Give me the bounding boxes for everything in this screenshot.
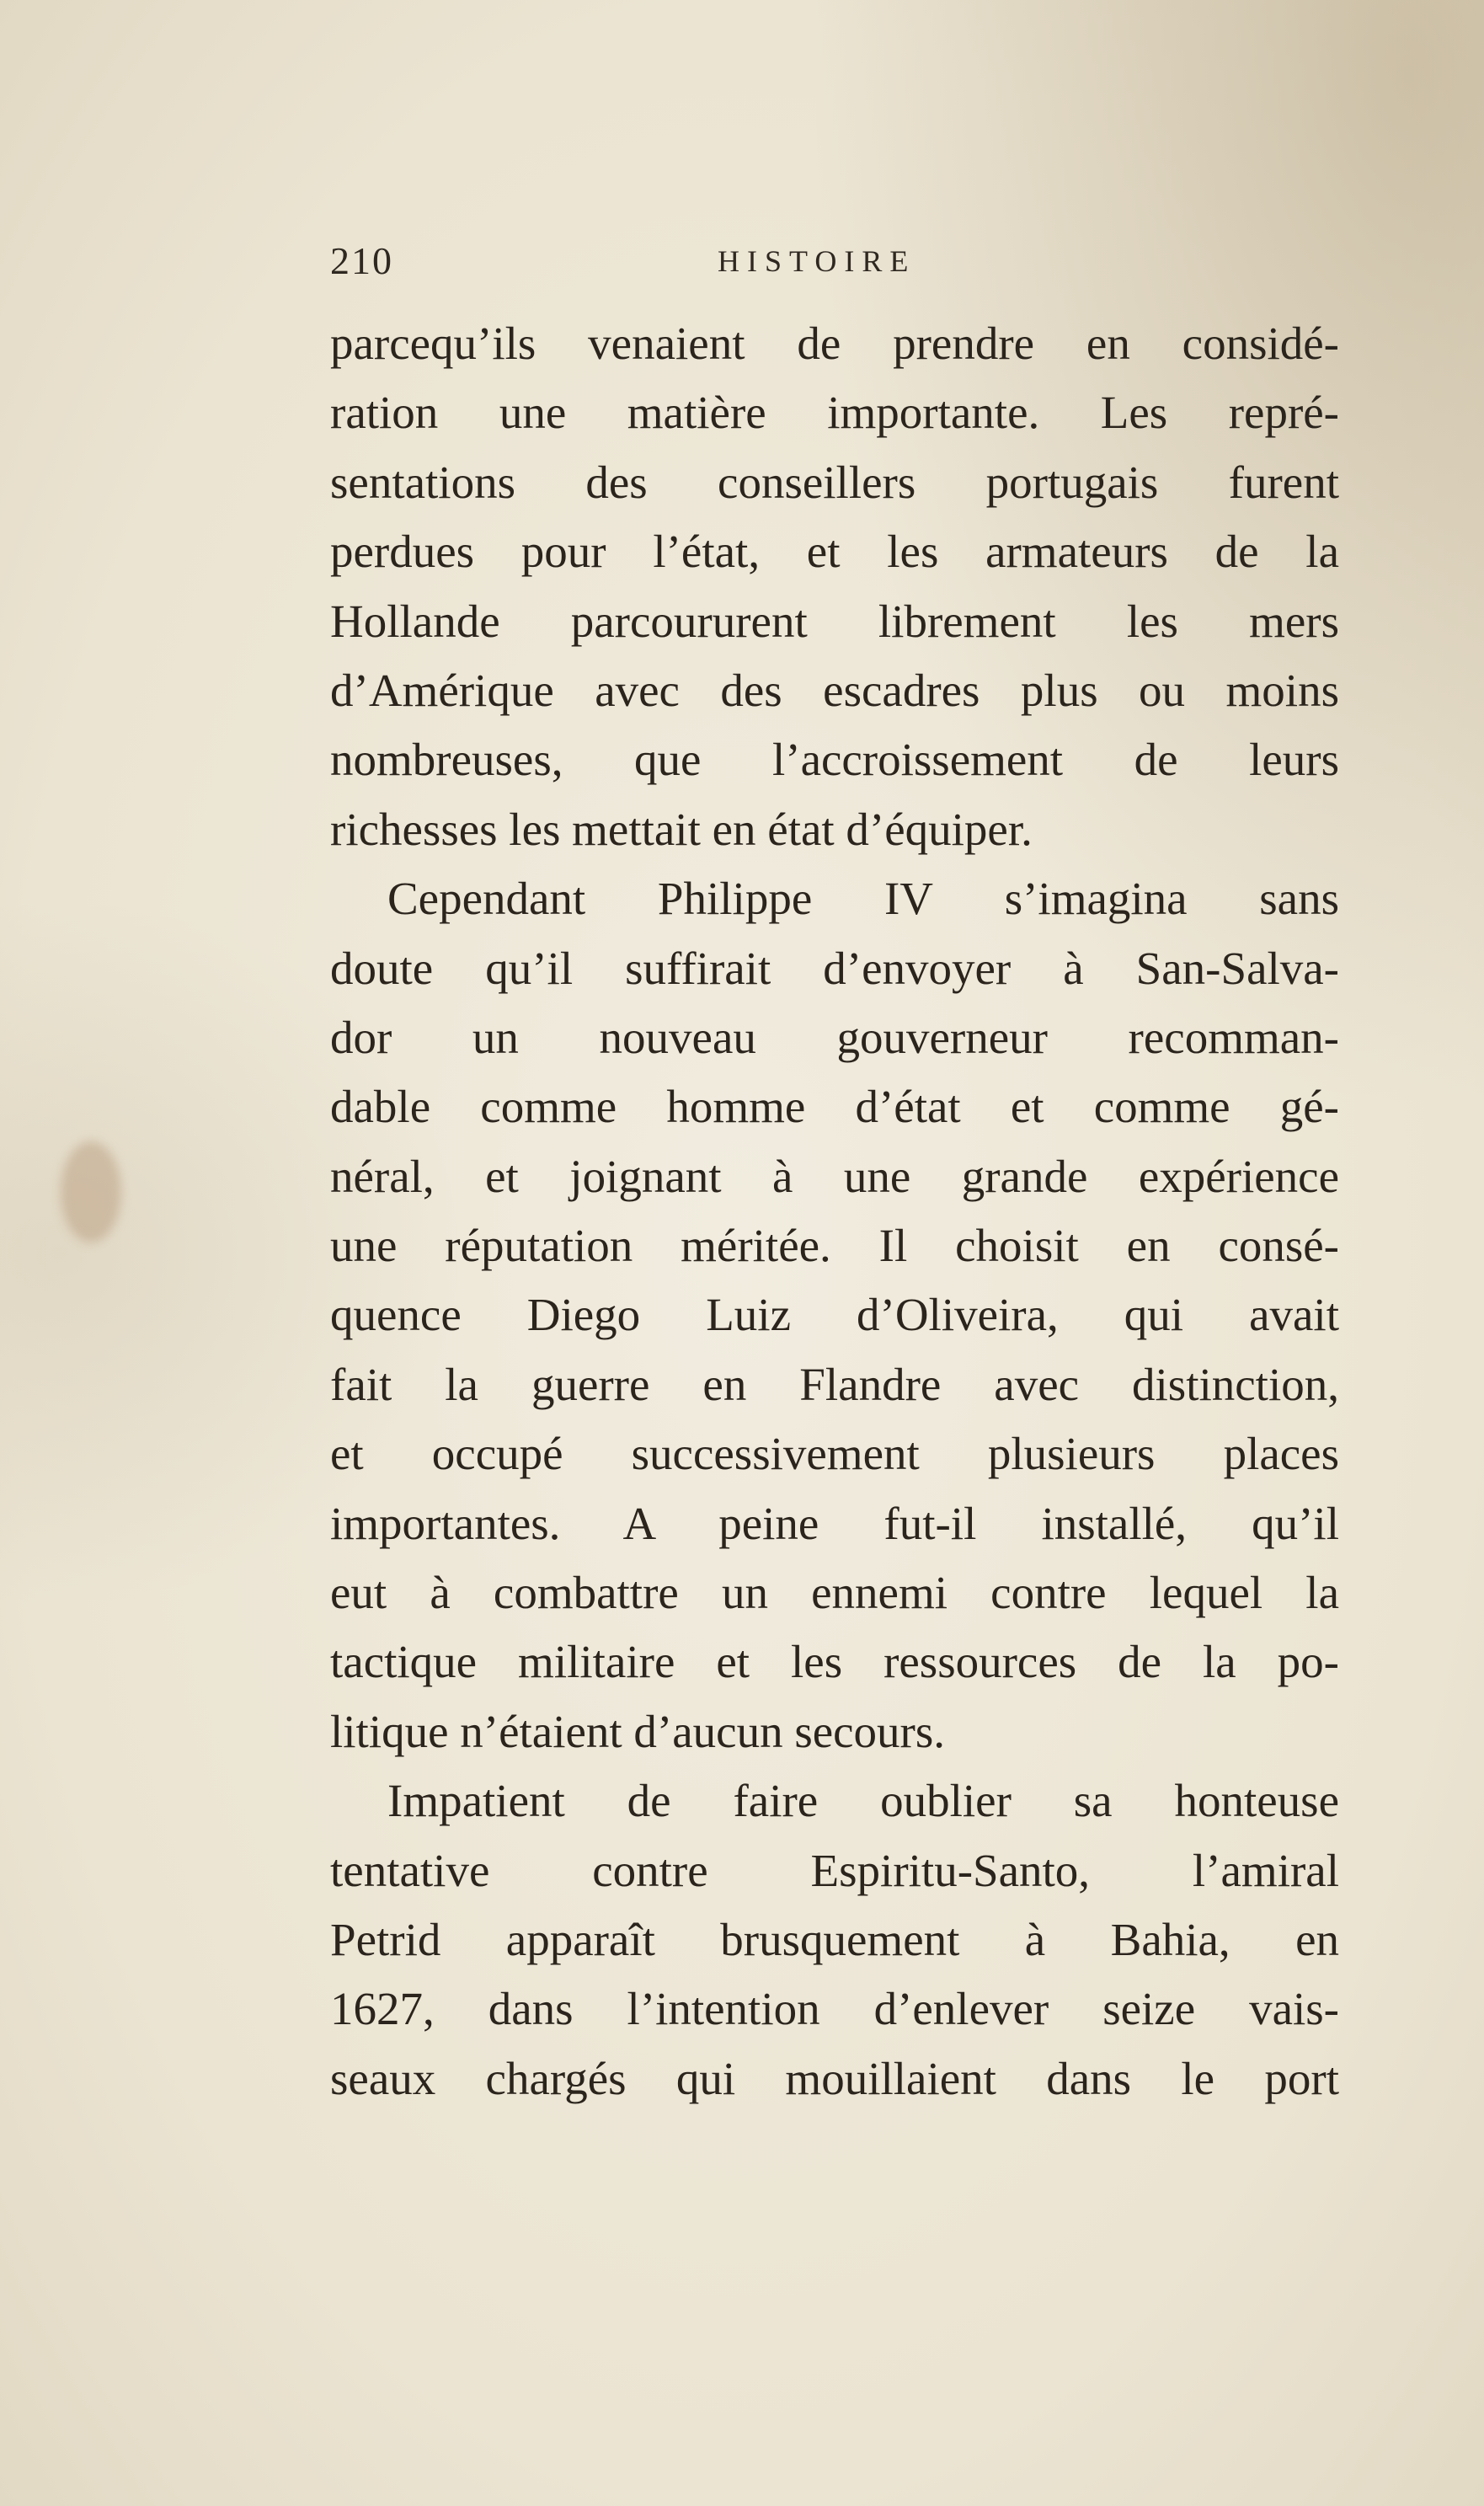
text-line: nombreuses, que l’accroissement de leurs — [330, 734, 1339, 786]
text-line: doute qu’il suffirait d’envoyer à San-Salva- — [330, 942, 1339, 994]
text-line: Petrid apparaît brusquement à Bahia, en — [330, 1913, 1339, 1965]
text-line: Hollande parcoururent librement les mers — [330, 595, 1339, 647]
text-line: tactique militaire et les ressources de la po- — [330, 1636, 1339, 1688]
text-line: d’Amérique avec des escadres plus ou moins — [330, 664, 1339, 716]
text-line: quence Diego Luiz d’Oliveira, qui avait — [330, 1289, 1339, 1341]
text-line: et occupé successivement plusieurs places — [330, 1428, 1339, 1480]
text-line: fait la guerre en Flandre avec distinction, — [330, 1358, 1339, 1410]
text-line: tentative contre Espiritu-Santo, l’amiral — [330, 1844, 1339, 1896]
text-line: Cependant Philippe IV s’imagina sans — [387, 873, 1339, 925]
page-header — [330, 238, 1337, 289]
text-line: richesses les mettait en état d’équiper. — [330, 803, 1033, 855]
text-line: perdues pour l’état, et les armateurs de la — [330, 526, 1339, 578]
text-line: importantes. A peine fut-il installé, qu’il — [330, 1497, 1339, 1549]
running-head: HISTOIRE — [718, 244, 916, 278]
text-line: eut à combattre un ennemi contre lequel la — [330, 1567, 1339, 1619]
text-line: dor un nouveau gouverneur recomman- — [330, 1011, 1339, 1063]
text-line: parcequ’ils venaient de prendre en considé- — [330, 318, 1339, 369]
text-line: ration une matière importante. Les repré- — [330, 387, 1339, 439]
text-line: litique n’étaient d’aucun secours. — [330, 1705, 946, 1757]
text-line: 1627, dans l’intention d’enlever seize vais- — [330, 1983, 1339, 2035]
paper-stain — [61, 1141, 121, 1242]
text-line: seaux chargés qui mouillaient dans le port — [330, 2052, 1339, 2104]
page-number: 210 — [330, 239, 393, 282]
text-line: sentations des conseillers portugais furent — [330, 456, 1339, 508]
body-text — [330, 309, 1339, 2113]
text-line: néral, et joignant à une grande expérience — [330, 1150, 1339, 1202]
text-line: Impatient de faire oublier sa honteuse — [387, 1775, 1339, 1827]
text-line: dable comme homme d’état et comme gé- — [330, 1081, 1339, 1133]
text-line: une réputation méritée. Il choisit en consé- — [330, 1220, 1339, 1272]
